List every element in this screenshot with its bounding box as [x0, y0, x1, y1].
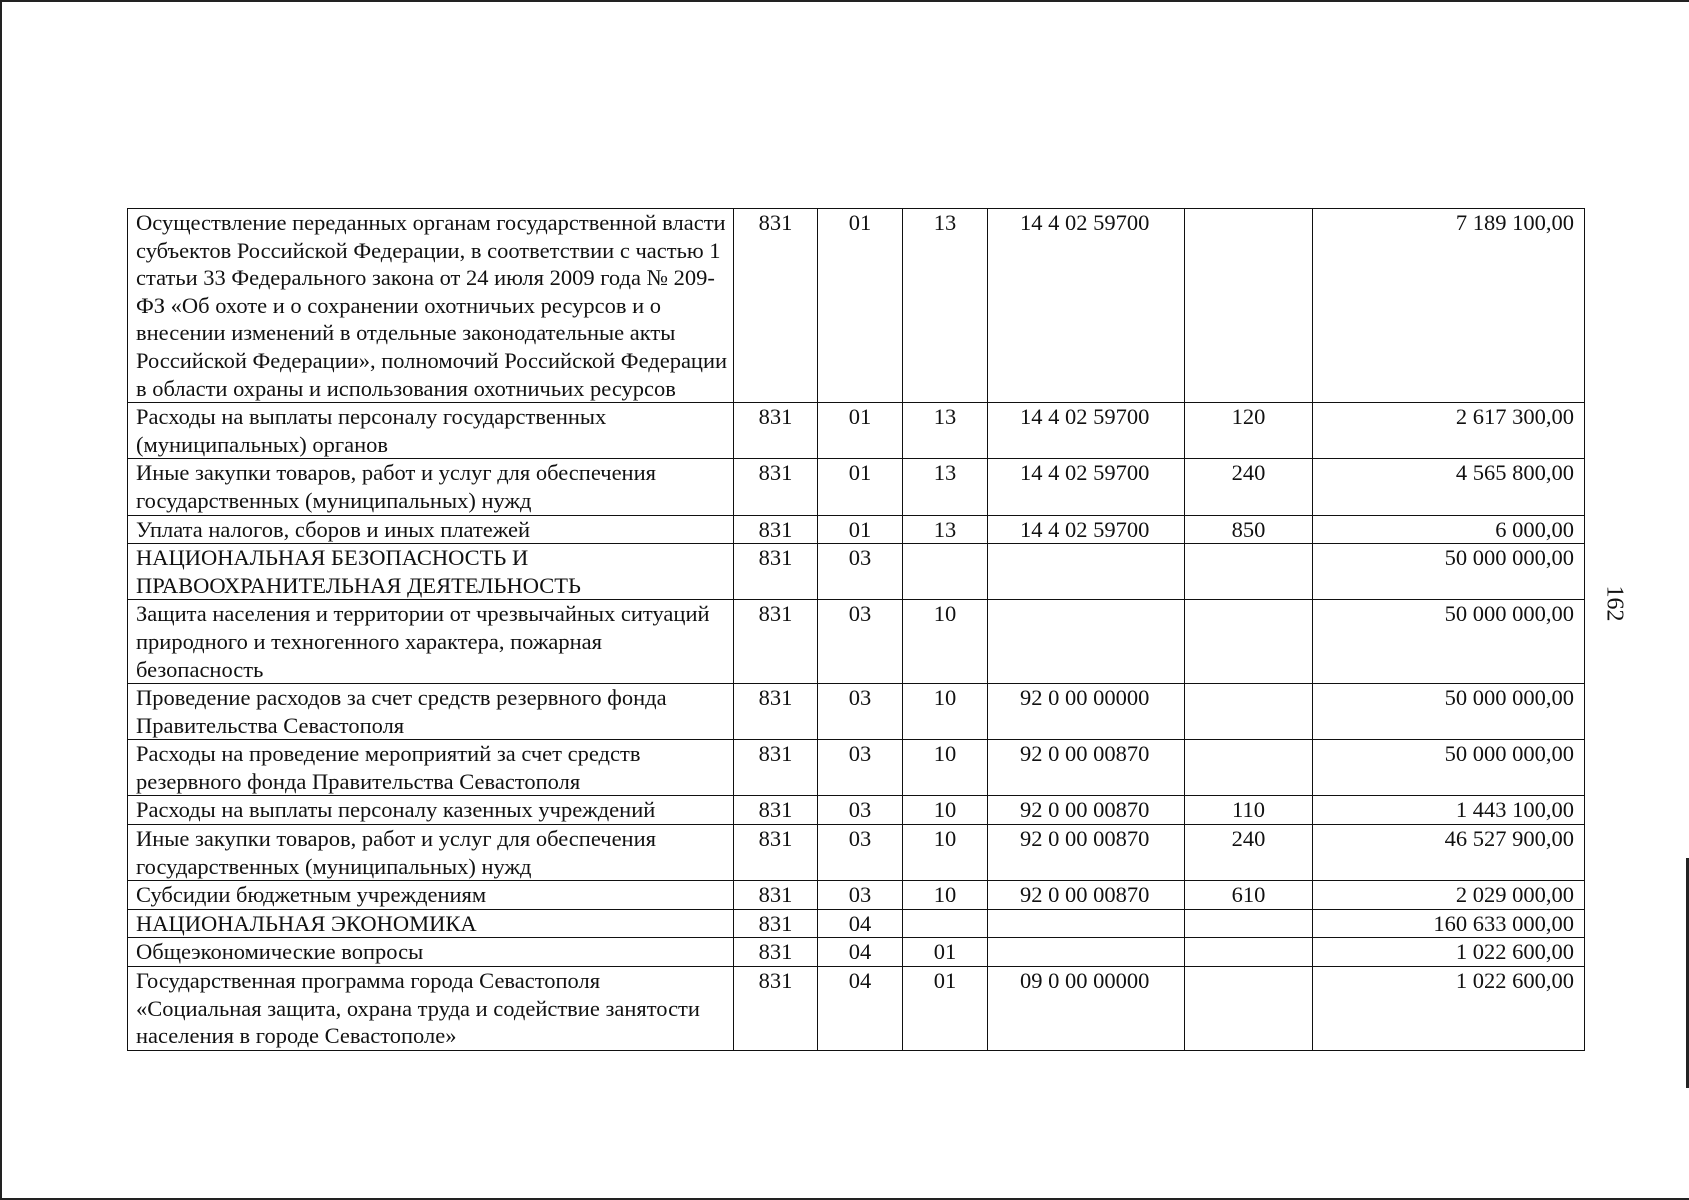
- row-name: Государственная программа города Севастополя «Социальная защита, охрана труда и содействие занятости населения в городе Севастополе»: [128, 967, 734, 1051]
- row-amount: 50 000 000,00: [1313, 684, 1585, 740]
- row-ved-code: 831: [734, 825, 818, 881]
- row-subsection-code: 13: [903, 515, 988, 544]
- row-expense-type: [1185, 740, 1313, 796]
- table-row: [128, 515, 1585, 544]
- row-ved-code: 831: [734, 740, 818, 796]
- row-name: Осуществление переданных органам государственной власти субъектов Российской Федерации, в соответствии с частью 1 статьи 33 Федерального закона от 24 июля 2009 года № 209-ФЗ «Об охоте и о сохранении охотничьих ресурсов и о внесении изменений в отдельные законодательные акты Российской Федерации», полномочий Российской Федерации в области охраны и использования охотничьих ресурсов: [128, 209, 734, 403]
- row-expense-type: [1185, 600, 1313, 684]
- row-expense-type: 240: [1185, 459, 1313, 515]
- row-section-code: 03: [818, 825, 903, 881]
- row-section-code: 03: [818, 684, 903, 740]
- row-subsection-code: 01: [903, 967, 988, 1051]
- row-ved-code: 831: [734, 544, 818, 600]
- row-subsection-code: 10: [903, 825, 988, 881]
- row-subsection-code: 13: [903, 403, 988, 459]
- row-ved-code: 831: [734, 600, 818, 684]
- row-expense-type: [1185, 938, 1313, 967]
- row-ved-code: 831: [734, 209, 818, 403]
- row-target-article: 92 0 00 00870: [988, 825, 1185, 881]
- table-row: [128, 684, 1585, 740]
- row-target-article: [988, 544, 1185, 600]
- row-subsection-code: 13: [903, 459, 988, 515]
- row-target-article: 92 0 00 00870: [988, 881, 1185, 910]
- row-target-article: [988, 938, 1185, 967]
- table-row: [128, 600, 1585, 684]
- row-subsection-code: 13: [903, 209, 988, 403]
- table-row: [128, 403, 1585, 459]
- budget-table: [127, 208, 1585, 1051]
- row-expense-type: [1185, 909, 1313, 938]
- table-row: [128, 967, 1585, 1051]
- row-expense-type: 850: [1185, 515, 1313, 544]
- row-expense-type: 610: [1185, 881, 1313, 910]
- row-expense-type: [1185, 967, 1313, 1051]
- row-section-code: 01: [818, 209, 903, 403]
- row-expense-type: [1185, 684, 1313, 740]
- row-section-code: 01: [818, 403, 903, 459]
- row-section-code: 03: [818, 544, 903, 600]
- row-subsection-code: 10: [903, 796, 988, 825]
- row-amount: 2 029 000,00: [1313, 881, 1585, 910]
- row-target-article: 92 0 00 00870: [988, 740, 1185, 796]
- row-section-code: 03: [818, 796, 903, 825]
- table-row: [128, 459, 1585, 515]
- row-name: Проведение расходов за счет средств резервного фонда Правительства Севастополя: [128, 684, 734, 740]
- row-ved-code: 831: [734, 967, 818, 1051]
- row-target-article: [988, 600, 1185, 684]
- row-section-code: 04: [818, 909, 903, 938]
- row-name: Расходы на проведение мероприятий за счет средств резервного фонда Правительства Севастополя: [128, 740, 734, 796]
- row-amount: 1 022 600,00: [1313, 967, 1585, 1051]
- row-ved-code: 831: [734, 684, 818, 740]
- row-subsection-code: 10: [903, 600, 988, 684]
- row-expense-type: [1185, 209, 1313, 403]
- row-subsection-code: [903, 909, 988, 938]
- row-ved-code: 831: [734, 938, 818, 967]
- row-subsection-code: [903, 544, 988, 600]
- row-target-article: 14 4 02 59700: [988, 403, 1185, 459]
- row-name: Расходы на выплаты персоналу государственных (муниципальных) органов: [128, 403, 734, 459]
- row-amount: 50 000 000,00: [1313, 600, 1585, 684]
- row-subsection-code: 01: [903, 938, 988, 967]
- row-ved-code: 831: [734, 881, 818, 910]
- row-section-code: 03: [818, 881, 903, 910]
- row-section-code: 01: [818, 515, 903, 544]
- table-row: [128, 938, 1585, 967]
- row-name: Иные закупки товаров, работ и услуг для обеспечения государственных (муниципальных) нужд: [128, 825, 734, 881]
- row-subsection-code: 10: [903, 684, 988, 740]
- row-ved-code: 831: [734, 909, 818, 938]
- row-subsection-code: 10: [903, 740, 988, 796]
- row-target-article: [988, 909, 1185, 938]
- table-row: [128, 909, 1585, 938]
- row-amount: 160 633 000,00: [1313, 909, 1585, 938]
- row-ved-code: 831: [734, 403, 818, 459]
- row-target-article: 14 4 02 59700: [988, 459, 1185, 515]
- row-amount: 2 617 300,00: [1313, 403, 1585, 459]
- table-row: [128, 825, 1585, 881]
- row-name: Субсидии бюджетным учреждениям: [128, 881, 734, 910]
- row-amount: 46 527 900,00: [1313, 825, 1585, 881]
- row-name: Расходы на выплаты персоналу казенных учреждений: [128, 796, 734, 825]
- row-expense-type: 240: [1185, 825, 1313, 881]
- row-expense-type: 110: [1185, 796, 1313, 825]
- row-name: Общеэкономические вопросы: [128, 938, 734, 967]
- row-amount: 50 000 000,00: [1313, 544, 1585, 600]
- row-amount: 1 443 100,00: [1313, 796, 1585, 825]
- row-target-article: 92 0 00 00000: [988, 684, 1185, 740]
- row-amount: 4 565 800,00: [1313, 459, 1585, 515]
- row-target-article: 92 0 00 00870: [988, 796, 1185, 825]
- table-row: [128, 544, 1585, 600]
- row-target-article: 14 4 02 59700: [988, 515, 1185, 544]
- table-row: [128, 881, 1585, 910]
- row-name: Уплата налогов, сборов и иных платежей: [128, 515, 734, 544]
- row-section-code: 04: [818, 967, 903, 1051]
- row-expense-type: 120: [1185, 403, 1313, 459]
- table-row: [128, 796, 1585, 825]
- row-ved-code: 831: [734, 796, 818, 825]
- table-row: [128, 740, 1585, 796]
- row-amount: 1 022 600,00: [1313, 938, 1585, 967]
- row-name: НАЦИОНАЛЬНАЯ БЕЗОПАСНОСТЬ И ПРАВООХРАНИТЕЛЬНАЯ ДЕЯТЕЛЬНОСТЬ: [128, 544, 734, 600]
- table-row: [128, 209, 1585, 403]
- table-body: [128, 209, 1585, 1051]
- row-name: Иные закупки товаров, работ и услуг для обеспечения государственных (муниципальных) нужд: [128, 459, 734, 515]
- row-expense-type: [1185, 544, 1313, 600]
- row-section-code: 03: [818, 600, 903, 684]
- row-name: Защита населения и территории от чрезвычайных ситуаций природного и техногенного характера, пожарная безопасность: [128, 600, 734, 684]
- row-section-code: 03: [818, 740, 903, 796]
- row-ved-code: 831: [734, 515, 818, 544]
- row-section-code: 04: [818, 938, 903, 967]
- row-target-article: 09 0 00 00000: [988, 967, 1185, 1051]
- row-amount: 50 000 000,00: [1313, 740, 1585, 796]
- row-ved-code: 831: [734, 459, 818, 515]
- row-name: НАЦИОНАЛЬНАЯ ЭКОНОМИКА: [128, 909, 734, 938]
- row-section-code: 01: [818, 459, 903, 515]
- row-amount: 6 000,00: [1313, 515, 1585, 544]
- row-target-article: 14 4 02 59700: [988, 209, 1185, 403]
- row-amount: 7 189 100,00: [1313, 209, 1585, 403]
- page-number: 162: [1601, 585, 1628, 622]
- row-subsection-code: 10: [903, 881, 988, 910]
